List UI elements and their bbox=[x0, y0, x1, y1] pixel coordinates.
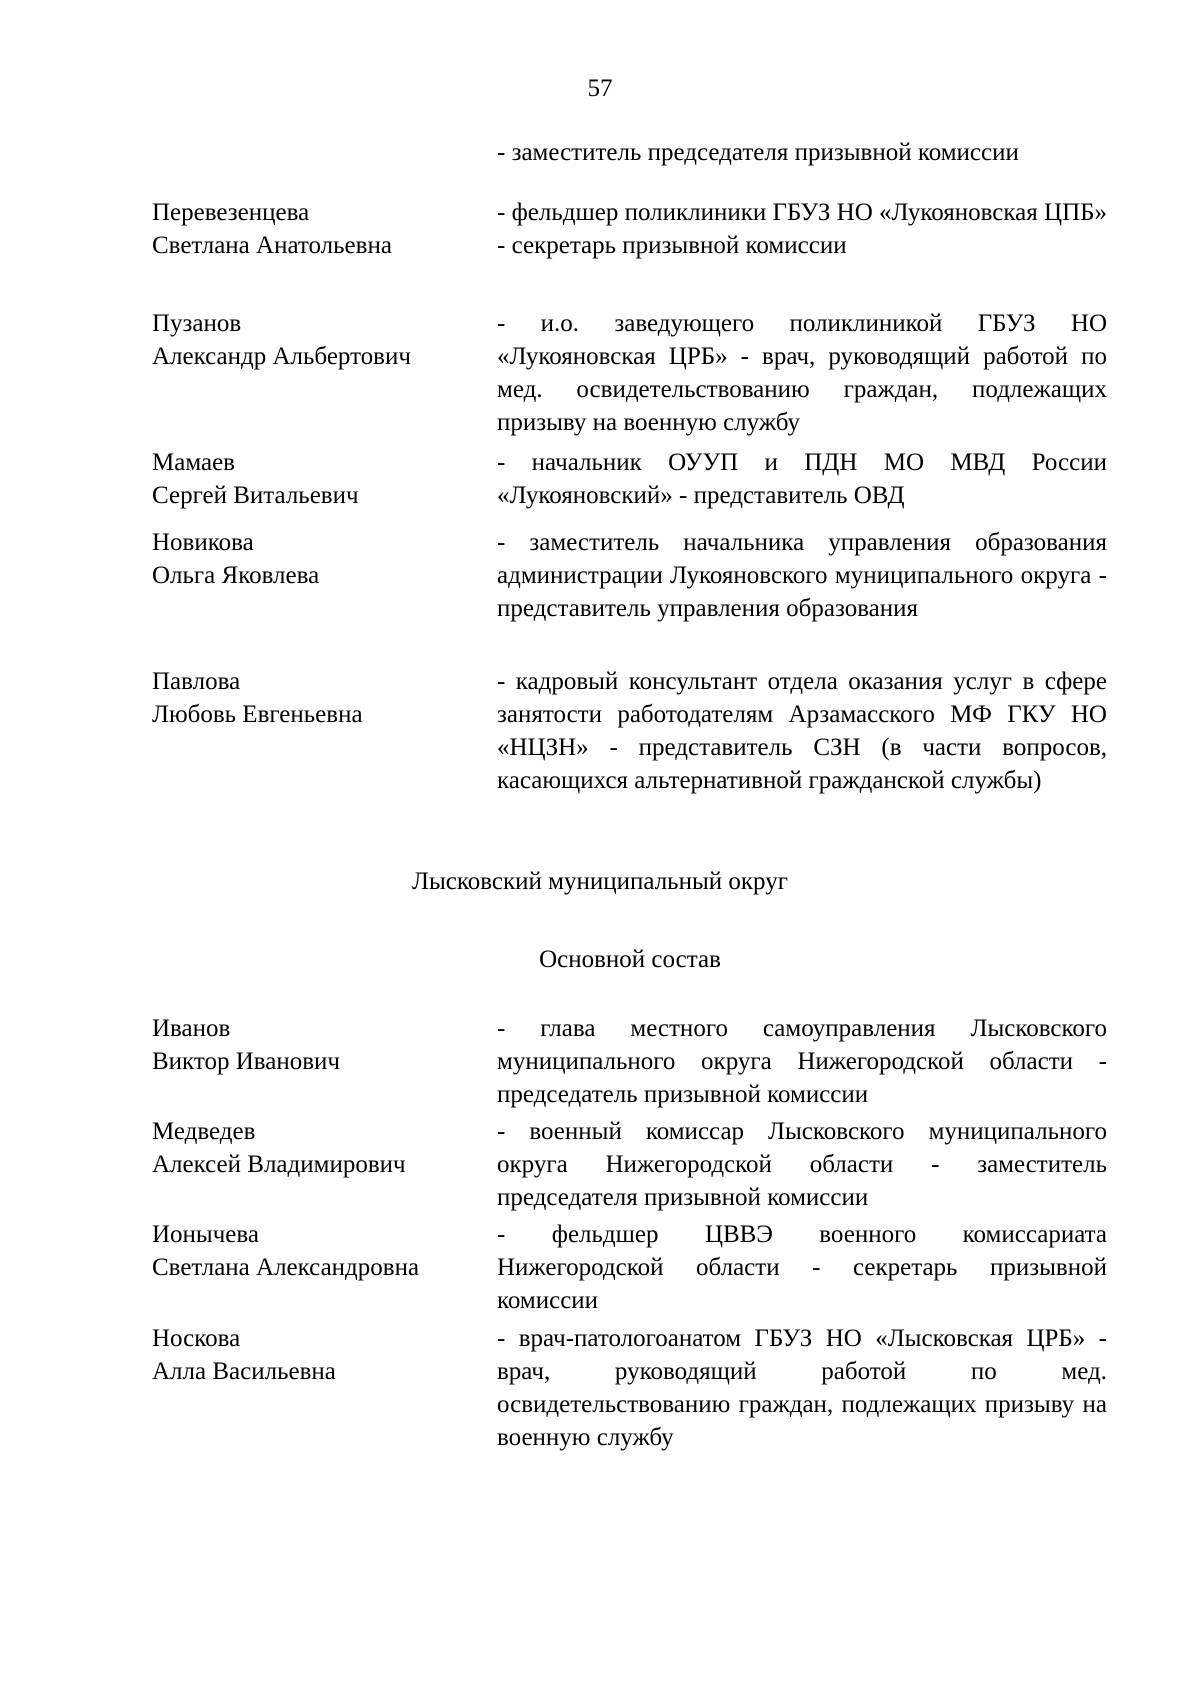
member-given-name: Александр Альбертович bbox=[152, 343, 411, 370]
page-number: 57 bbox=[587, 75, 613, 102]
member-role: - глава местного самоуправления Лысковского муниципального округа Нижегородской области - председатель призывной комиссии bbox=[497, 1015, 1107, 1108]
continued-role-text: - заместитель председателя призывной комиссии bbox=[497, 139, 1019, 166]
member-given-name: Виктор Иванович bbox=[152, 1048, 340, 1075]
member-name bbox=[152, 446, 482, 512]
member-role: - начальник ОУУП и ПДН МО МВД России «Лукояновский» - представитель ОВД bbox=[497, 449, 1107, 509]
section-title: Лысковский муниципальный округ bbox=[412, 868, 788, 895]
member-role: - заместитель начальника управления образования администрации Лукояновского муниципального округа - представитель управления образования bbox=[497, 529, 1107, 622]
member-surname: Иванов bbox=[152, 1015, 231, 1042]
member-surname: Перевезенцева bbox=[152, 199, 310, 226]
member-given-name: Алла Васильевна bbox=[152, 1358, 336, 1385]
member-name bbox=[152, 1115, 482, 1181]
member-given-name: Любовь Евгеньевна bbox=[152, 701, 363, 728]
member-surname: Новикова bbox=[152, 529, 254, 556]
member-surname: Пузанов bbox=[152, 310, 242, 337]
member-surname: Медведев bbox=[152, 1118, 256, 1145]
member-name bbox=[152, 307, 482, 373]
member-surname: Мамаев bbox=[152, 449, 235, 476]
member-role: - фельдшер поликлиники ГБУЗ НО «Лукояновская ЦПБ» - секретарь призывной комиссии bbox=[497, 199, 1107, 259]
member-name bbox=[152, 665, 482, 731]
member-name bbox=[152, 196, 482, 262]
member-role: - и.о. заведующего поликлиникой ГБУЗ НО «Лукояновская ЦРБ» - врач, руководящий работой по мед. освидетельствованию граждан, подлежащих призыву на военную службу bbox=[497, 310, 1107, 436]
member-role: - военный комиссар Лысковского муниципального округа Нижегородской области - заместитель председателя призывной комиссии bbox=[497, 1118, 1107, 1211]
member-given-name: Сергей Витальевич bbox=[152, 482, 359, 509]
member-given-name: Алексей Владимирович bbox=[152, 1151, 406, 1178]
member-given-name: Светлана Александровна bbox=[152, 1254, 420, 1281]
member-name bbox=[152, 1012, 482, 1078]
member-given-name: Ольга Яковлева bbox=[152, 562, 320, 589]
member-surname: Носкова bbox=[152, 1325, 241, 1352]
member-role: - кадровый консультант отдела оказания услуг в сфере занятости работодателям Арзамасского МФ ГКУ НО «НЦЗН» - представитель СЗН (в части вопросов, касающихся альтернативной гражданской службы) bbox=[497, 668, 1107, 794]
member-given-name: Светлана Анатольевна bbox=[152, 232, 392, 259]
member-surname: Павлова bbox=[152, 668, 241, 695]
member-role: - фельдшер ЦВВЭ военного комиссариата Нижегородской области - секретарь призывной комиссии bbox=[497, 1221, 1107, 1314]
subsection-title: Основной состав bbox=[539, 946, 721, 973]
member-surname: Ионычева bbox=[152, 1221, 259, 1248]
member-role: - врач-патологоанатом ГБУЗ НО «Лысковская ЦРБ» - врач, руководящий работой по мед. освидетельствованию граждан, подлежащих призыву на военную службу bbox=[497, 1325, 1107, 1451]
member-name bbox=[152, 526, 482, 592]
member-name bbox=[152, 1218, 482, 1284]
member-name bbox=[152, 1322, 482, 1388]
